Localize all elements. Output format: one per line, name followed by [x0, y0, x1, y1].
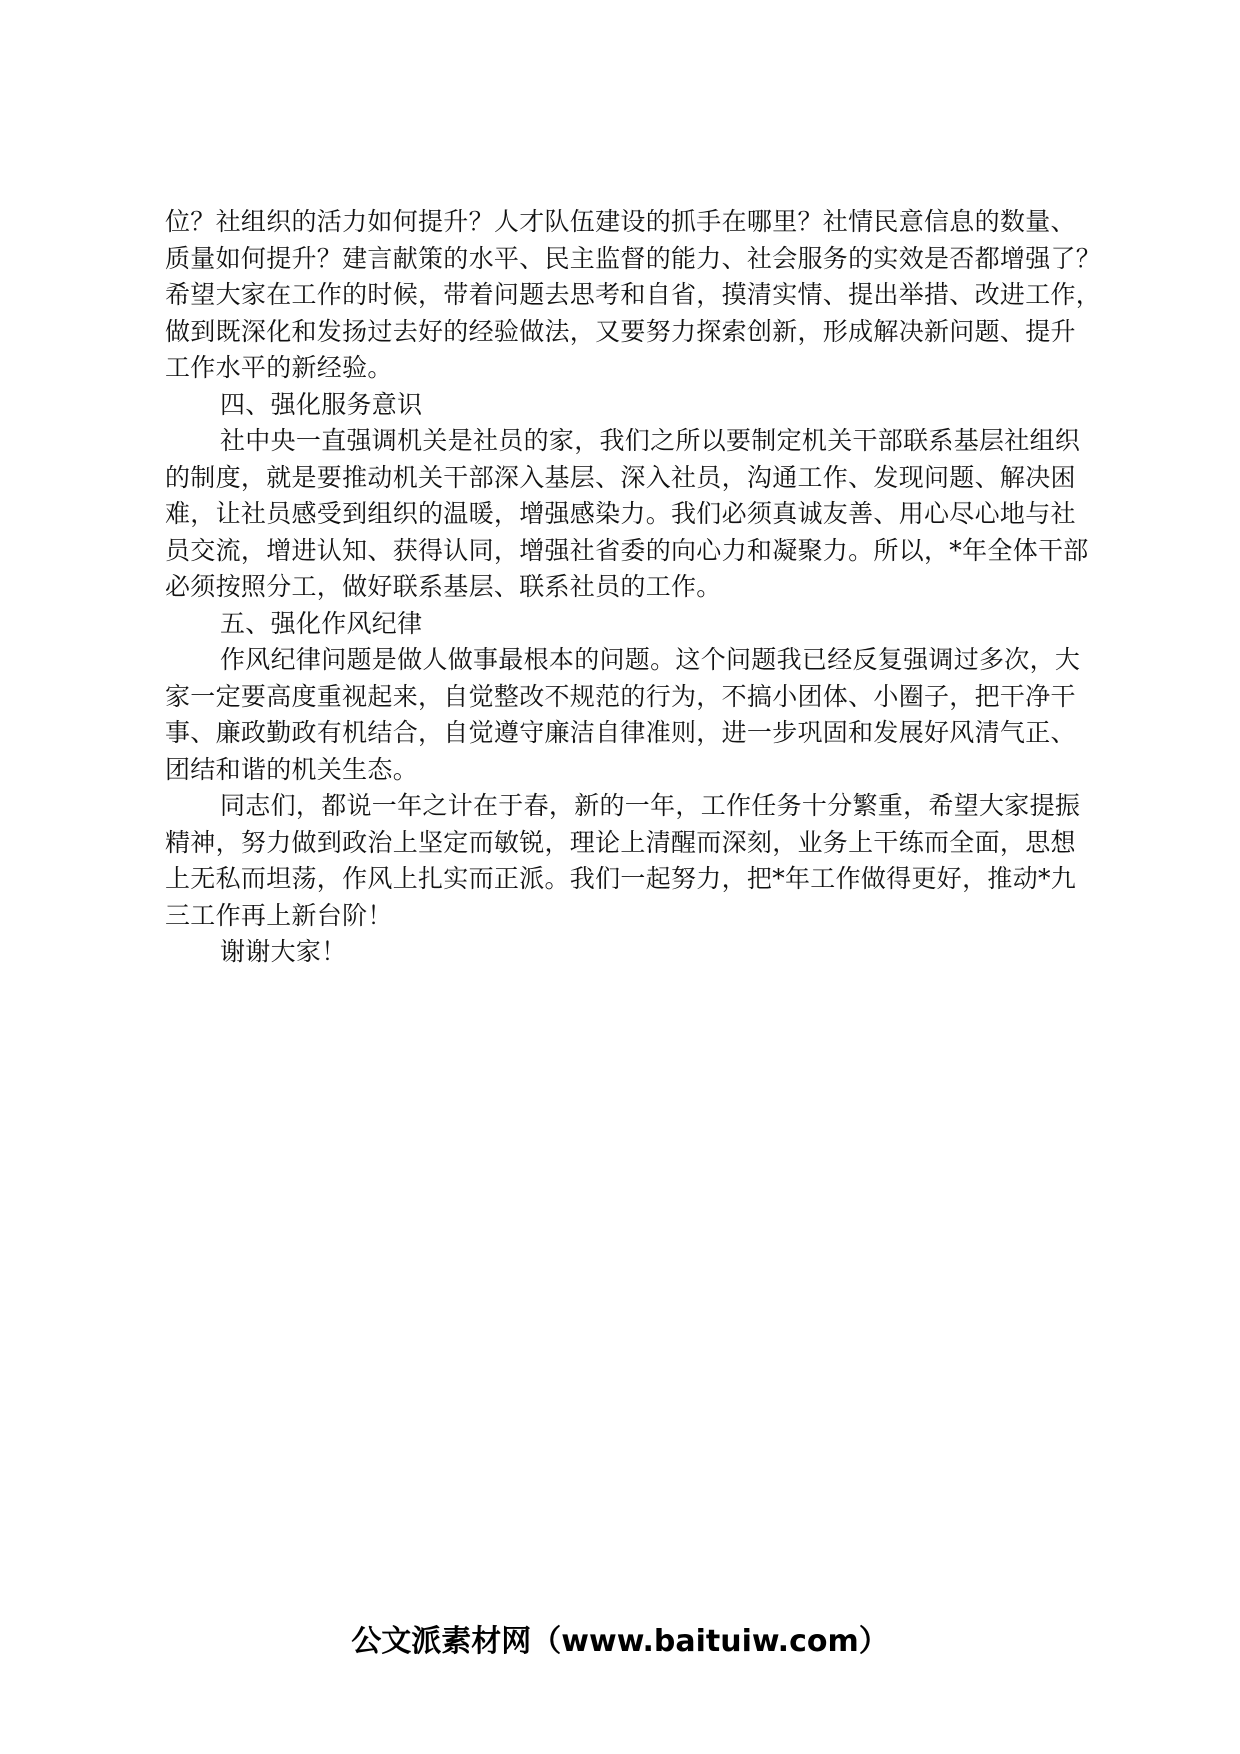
text-line: 工作水平的新经验。	[165, 353, 393, 382]
text-line: 做到既深化和发扬过去好的经验做法，又要努力探索创新，形成解决新问题、提升	[165, 316, 1076, 346]
text-line: 社中央一直强调机关是社员的家，我们之所以要制定机关干部联系基层社组织	[220, 426, 1081, 455]
footer-watermark: 公文派素材网（www.baituiw.com）	[351, 1624, 889, 1659]
document-body	[165, 204, 1102, 971]
section-heading: 四、强化服务意识	[220, 389, 423, 419]
text-line: 员交流，增进认知、获得认同，增强社省委的向心力和凝聚力。所以，*年全体干部	[165, 535, 1089, 565]
closing-line: 谢谢大家！	[220, 937, 347, 966]
text-line: 作风纪律问题是做人做事最根本的问题。这个问题我已经反复强调过多次，大	[220, 645, 1081, 674]
text-line: 难，让社员感受到组织的温暖，增强感染力。我们必须真诚友善、用心尽心地与社	[165, 499, 1076, 528]
text-line: 同志们，都说一年之计在于春，新的一年，工作任务十分繁重，希望大家提振	[220, 791, 1081, 820]
section-heading: 五、强化作风纪律	[220, 608, 423, 638]
text-line: 精神，努力做到政治上坚定而敏锐，理论上清醒而深刻，业务上干练而全面，思想	[165, 827, 1076, 857]
text-line: 必须按照分工，做好联系基层、联系社员的工作。	[165, 572, 722, 601]
text-line: 事、廉政勤政有机结合，自觉遵守廉洁自律准则，进一步巩固和发展好风清气正、	[165, 718, 1076, 747]
text-line: 三工作再上新台阶！	[165, 900, 393, 930]
text-line: 质量如何提升？建言献策的水平、民主监督的能力、社会服务的实效是否都增强了？	[165, 243, 1102, 273]
text-line: 希望大家在工作的时候，带着问题去思考和自省，摸清实情、提出举措、改进工作，	[165, 280, 1102, 309]
text-line: 家一定要高度重视起来，自觉整改不规范的行为，不搞小团体、小圈子，把干净干	[165, 681, 1076, 711]
text-line: 的制度，就是要推动机关干部深入基层、深入社员，沟通工作、发现问题、解决困	[165, 462, 1076, 492]
text-line: 上无私而坦荡，作风上扎实而正派。我们一起努力，把*年工作做得更好，推动*九	[165, 864, 1077, 893]
text-line: 团结和谐的机关生态。	[165, 754, 419, 784]
text-line: 位？社组织的活力如何提升？人才队伍建设的抓手在哪里？社情民意信息的数量、	[165, 207, 1076, 236]
